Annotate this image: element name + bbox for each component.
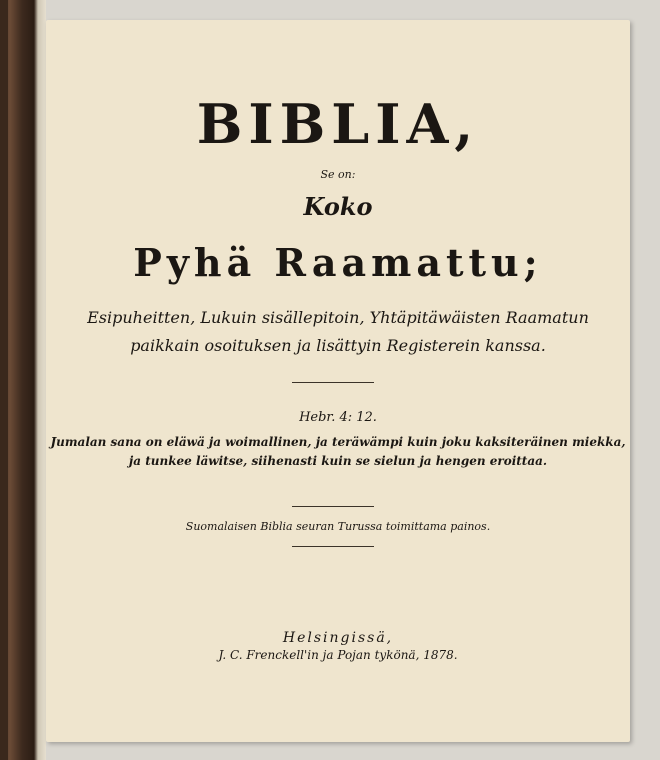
page-title: BIBLIA, [196,92,480,156]
divider-rule-3 [292,546,374,547]
imprint-printer: J. C. Frenckell'in ja Pojan tykönä, 1878. [218,648,458,662]
main-title: Pyhä Raamattu; [133,240,543,285]
cover-edge [0,0,8,760]
imprint-place: Helsingissä, [282,630,394,646]
epigraph-line-1: Jumalan sana on eläwä ja woimallinen, ja teräwämpi kuin joku kaksiteräinen miekka, [50,435,626,449]
title-page [46,20,630,742]
subtitle-koko: Koko [303,192,373,221]
epigraph-reference: Hebr. 4: 12. [299,410,377,425]
divider-rule-1 [292,382,374,383]
epigraph-line-2: ja tunkee läwitse, siihenasti kuin se sielun ja hengen eroittaa. [128,454,548,468]
divider-rule-2 [292,506,374,507]
description-line-2: paikkain osoituksen ja lisättyin Registerein kanssa. [130,336,546,355]
publisher-note: Suomalaisen Biblia seuran Turussa toimittama painos. [185,520,491,533]
description-line-1: Esipuheitten, Lukuin sisällepitoin, Yhtäpitäwäisten Raamatun [87,308,589,327]
subtitle-se-on: Se on: [320,168,356,181]
